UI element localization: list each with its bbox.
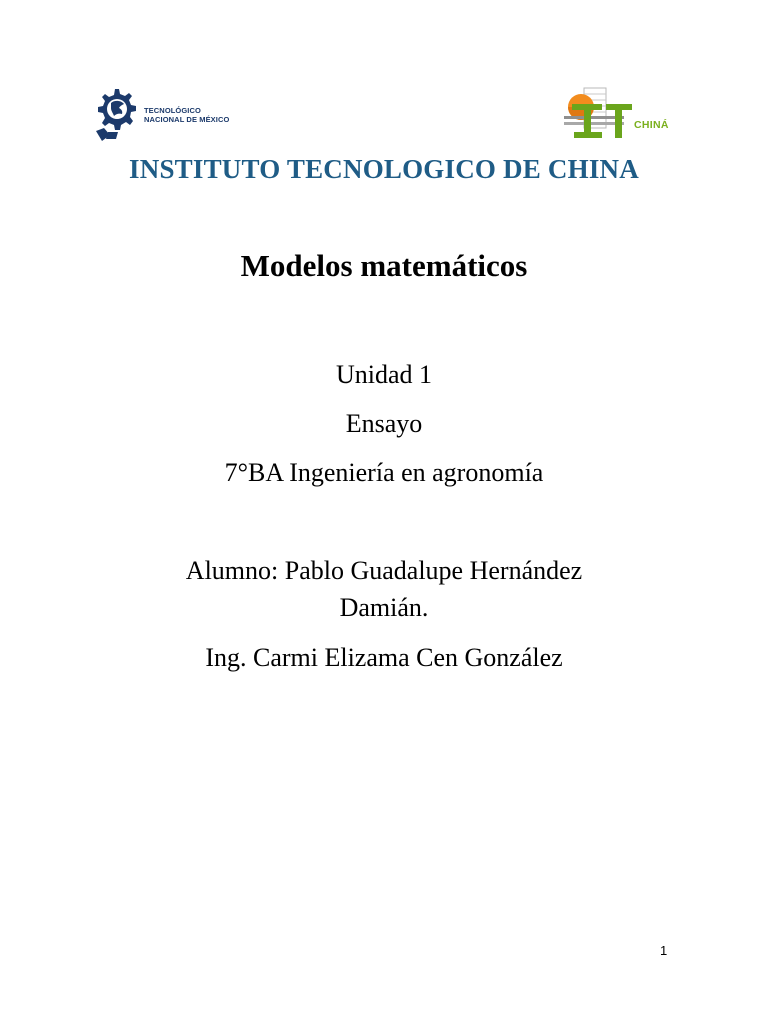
- tecnm-text-line2: NACIONAL DE MÉXICO: [144, 115, 230, 124]
- tecnm-text-line1: TECNOLÓGICO: [144, 106, 201, 115]
- itchina-sun-icon: [562, 86, 680, 144]
- student-line-1: Alumno: Pablo Guadalupe Hernández: [185, 556, 583, 585]
- teacher-line: Ing. Carmi Elizama Cen González: [205, 643, 563, 672]
- student-line-2: Damián.: [339, 593, 429, 622]
- tecnm-logo: [94, 86, 234, 144]
- unit-line: Unidad 1: [335, 360, 433, 389]
- tecnm-gear-eagle-icon: [94, 87, 136, 143]
- itchina-logo: [562, 86, 680, 144]
- document-type-line: Ensayo: [345, 409, 423, 438]
- tecnm-wordmark: [144, 106, 229, 124]
- group-line: 7°BA Ingeniería en agronomía: [224, 458, 544, 487]
- page-number: 1: [660, 943, 668, 958]
- itchina-wordmark: CHINÁ: [634, 119, 669, 131]
- institute-name: INSTITUTO TECNOLOGICO DE CHINA: [129, 154, 639, 184]
- document-title: Modelos matemáticos: [240, 248, 528, 283]
